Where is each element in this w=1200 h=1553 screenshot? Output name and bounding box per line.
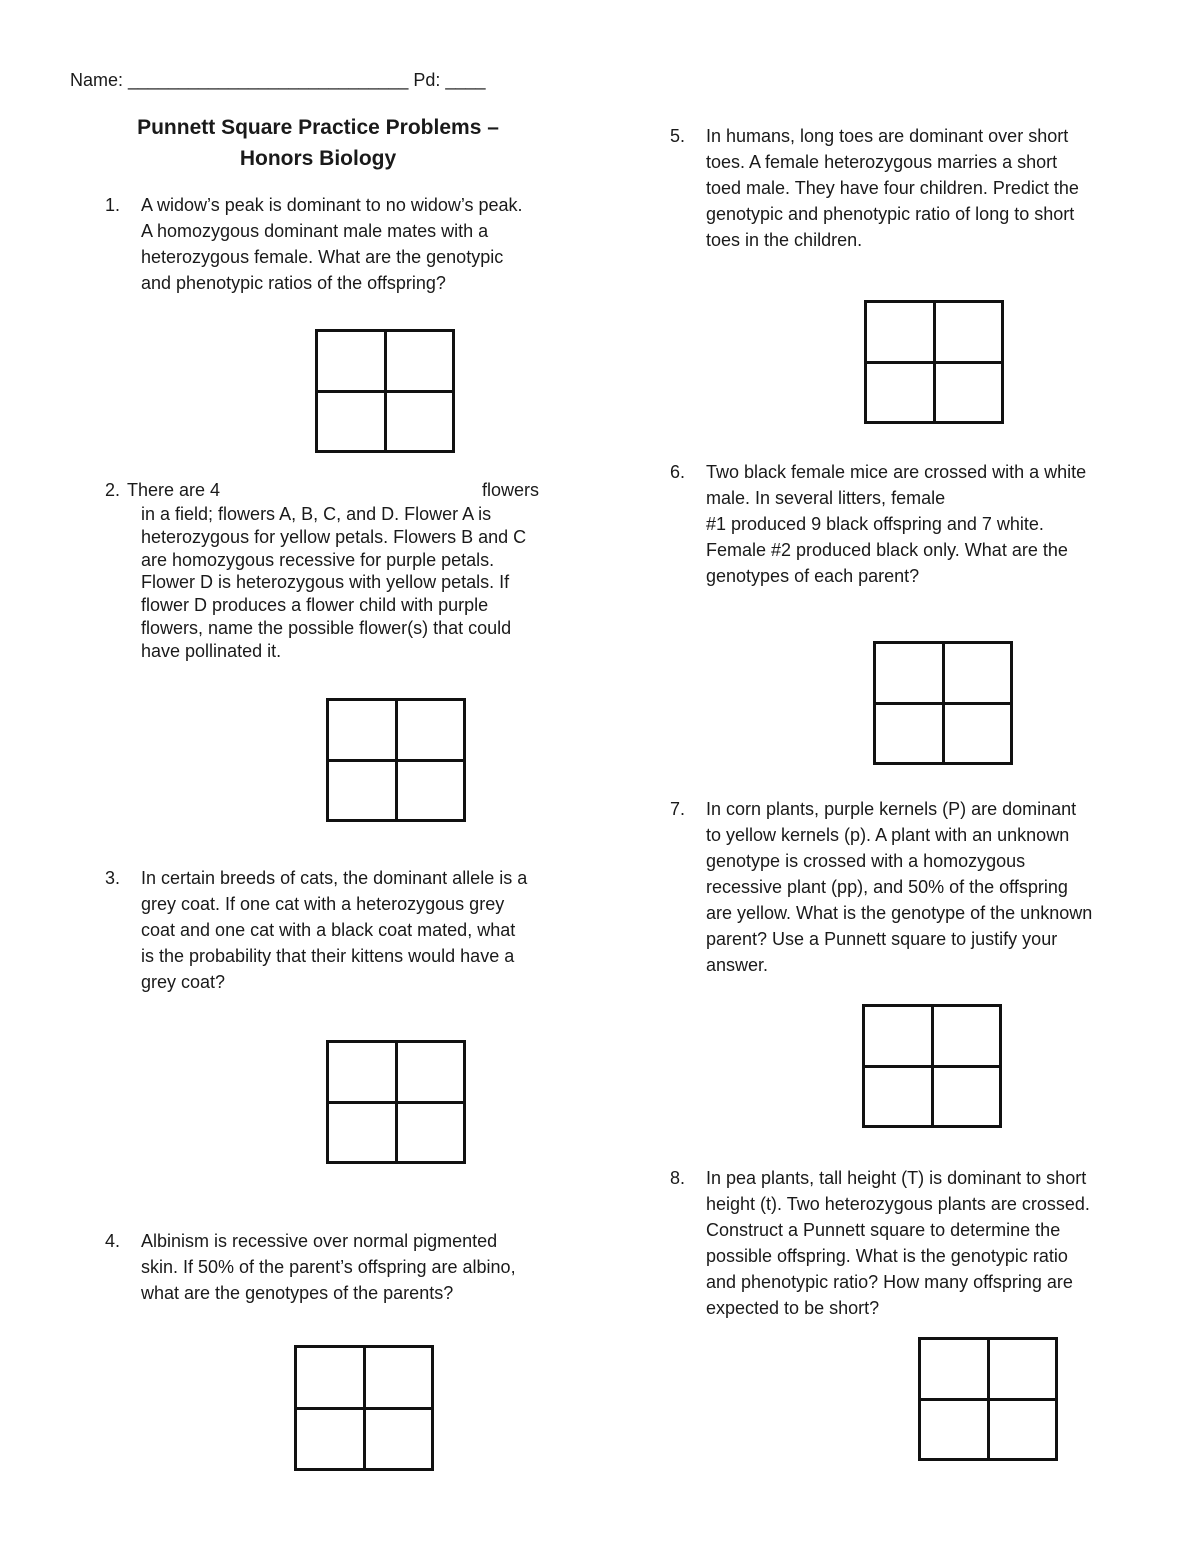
problem-text-line: Two black female mice are crossed with a white xyxy=(706,462,1087,482)
problem-text-line: toes. A female heterozygous marries a short xyxy=(706,152,1058,172)
problem-number: 3. xyxy=(105,868,121,888)
problem-text-line: Construct a Punnett square to determine the xyxy=(706,1220,1061,1240)
problem-number: 6. xyxy=(670,462,686,482)
problem-text-line: genotypic and phenotypic ratio of long to short xyxy=(706,204,1075,224)
problem-text-line: #1 produced 9 black offspring and 7 white. xyxy=(706,514,1044,534)
punnett-square-1[interactable] xyxy=(315,329,455,453)
problem-text-line: in a field; flowers A, B, C, and D. Flower A is xyxy=(141,504,492,524)
problem-text-line: flowers, name the possible flower(s) that could xyxy=(141,617,512,638)
problem-text-line: Albinism is recessive over normal pigmented xyxy=(141,1231,498,1251)
problem-text-first-left: There are 4 xyxy=(127,480,221,500)
problem-text-line: skin. If 50% of the parent’s offspring are albino, xyxy=(141,1257,516,1277)
problem-text-line: heterozygous female. What are the genotypic xyxy=(141,247,504,267)
problem-text-line: genotypes of each parent? xyxy=(706,566,920,586)
problem-2 xyxy=(105,477,575,663)
punnett-square-3[interactable] xyxy=(326,1040,466,1164)
problem-text-line: coat and one cat with a black coat mated, what xyxy=(141,920,516,940)
problem-text-line: recessive plant (pp), and 50% of the offspring xyxy=(706,877,1068,897)
problem-text-line: and phenotypic ratios of the offspring? xyxy=(141,273,446,293)
problem-text-line: and phenotypic ratio? How many offspring are xyxy=(706,1272,1073,1292)
problem-text-line: In corn plants, purple kernels (P) are dominant xyxy=(706,799,1077,819)
problem-text-line: what are the genotypes of the parents? xyxy=(141,1283,454,1303)
problem-number: 2. xyxy=(105,480,121,500)
problem-text-line: grey coat. If one cat with a heterozygous grey xyxy=(141,894,505,914)
problem-text-line: possible offspring. What is the genotypic ratio xyxy=(706,1246,1068,1266)
pd-label: Pd: xyxy=(413,70,441,90)
pd-blank: ____ xyxy=(445,70,486,90)
problem-8 xyxy=(670,1165,1140,1321)
problem-text-line: In humans, long toes are dominant over short xyxy=(706,126,1069,146)
punnett-square-2[interactable] xyxy=(326,698,466,822)
problem-text-line: In certain breeds of cats, the dominant allele is a xyxy=(141,868,528,888)
problem-text-line: Female #2 produced black only. What are the xyxy=(706,540,1068,560)
problem-text-line: to yellow kernels (p). A plant with an unknown xyxy=(706,825,1070,845)
problem-4 xyxy=(105,1228,575,1306)
problem-text-first-right: flowers xyxy=(482,480,540,500)
problem-text-line: is the probability that their kittens would have a xyxy=(141,946,515,966)
punnett-square-7[interactable] xyxy=(862,1004,1002,1128)
page-title xyxy=(70,112,566,174)
problem-number: 5. xyxy=(670,126,686,146)
problem-text-line: A homozygous dominant male mates with a xyxy=(141,221,489,241)
problem-text-line: have pollinated it. xyxy=(141,640,282,661)
title-line-1: Punnett Square Practice Problems – xyxy=(137,116,499,139)
problem-text-line: toed male. They have four children. Predict the xyxy=(706,178,1079,198)
problem-number: 8. xyxy=(670,1168,686,1188)
problem-3 xyxy=(105,865,575,995)
problem-text-line: Flower D is heterozygous with yellow petals. If xyxy=(141,572,510,593)
problem-number: 4. xyxy=(105,1231,121,1251)
problem-text-line: expected to be short? xyxy=(706,1298,880,1318)
punnett-square-8[interactable] xyxy=(918,1337,1058,1461)
problem-text-line: genotype is crossed with a homozygous xyxy=(706,851,1026,871)
problem-text-line: male. In several litters, female xyxy=(706,488,946,508)
problem-text-line: are yellow. What is the genotype of the unknown xyxy=(706,903,1093,923)
problem-5 xyxy=(670,123,1140,253)
problem-text-line: In pea plants, tall height (T) is dominant to short xyxy=(706,1168,1087,1188)
problem-text-line: are homozygous recessive for purple petals. xyxy=(141,549,495,570)
problem-7 xyxy=(670,796,1140,978)
problem-text-line: grey coat? xyxy=(141,972,226,992)
problem-text-line: answer. xyxy=(706,955,769,975)
problem-number: 1. xyxy=(105,195,121,215)
problem-text-line: heterozygous for yellow petals. Flowers B and C xyxy=(141,526,527,547)
problem-text-line: parent? Use a Punnett square to justify your xyxy=(706,929,1058,949)
problem-text-line: flower D produces a flower child with purple xyxy=(141,595,489,616)
problem-text-line: toes in the children. xyxy=(706,230,863,250)
problem-6 xyxy=(670,459,1140,589)
name-label: Name: xyxy=(70,70,124,90)
problem-text-line: height (t). Two heterozygous plants are crossed. xyxy=(706,1194,1090,1214)
problem-text-line: A widow’s peak is dominant to no widow’s peak. xyxy=(141,195,523,215)
name-period-header xyxy=(70,70,485,91)
punnett-square-4[interactable] xyxy=(294,1345,434,1471)
punnett-square-5[interactable] xyxy=(864,300,1004,424)
name-blank: ____________________________ xyxy=(128,70,409,90)
problem-number: 7. xyxy=(670,799,686,819)
punnett-square-6[interactable] xyxy=(873,641,1013,765)
title-line-2: Honors Biology xyxy=(239,147,397,170)
problem-1 xyxy=(105,192,575,296)
